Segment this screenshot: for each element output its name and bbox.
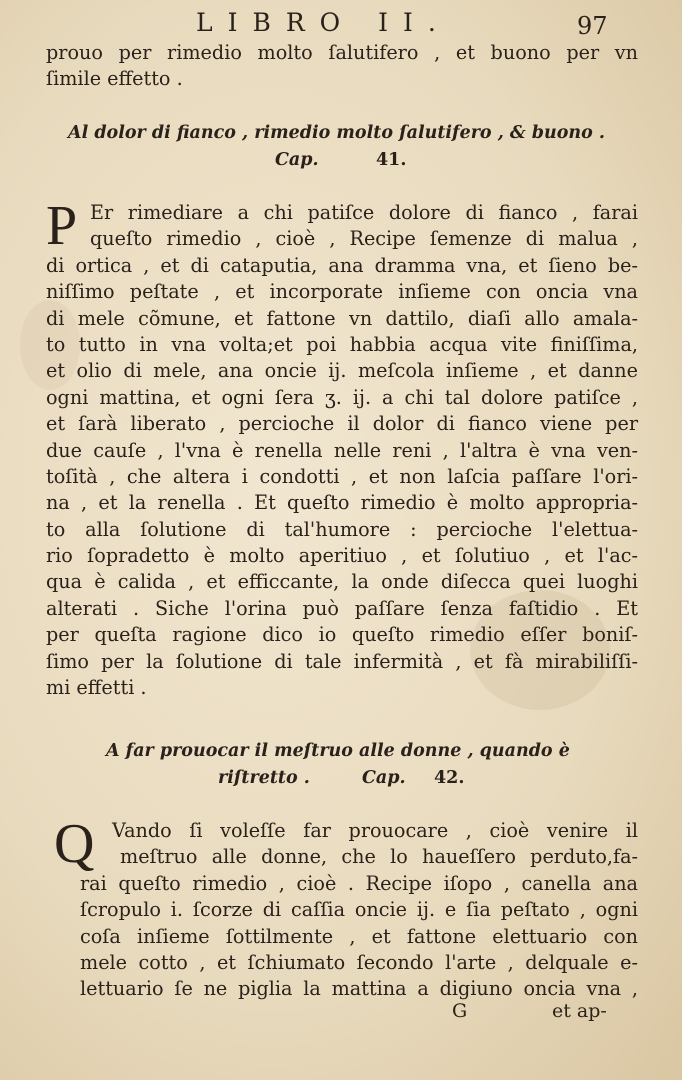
signature-mark: G	[452, 1000, 468, 1022]
text-line: di ortica , et di cataputia, ana dramma vna, et ſieno be-	[46, 253, 638, 277]
page-number: 97	[577, 12, 608, 40]
chapter-41-number: 41.	[376, 150, 407, 170]
chapter-41-heading: Al dolor di fianco , rimedio molto ſalutifero , & buono .	[68, 123, 605, 143]
catchword: et ap-	[552, 1000, 607, 1022]
chapter-42-body	[46, 813, 638, 1003]
text-line: qua è calida , et efficcante, la onde diſecca quei luoghi	[46, 570, 638, 594]
text-line: rai queſto rimedio , cioè . Recipe iſopo , canella ana	[80, 871, 638, 895]
intro-paragraph	[46, 40, 638, 93]
text-line: et ſarà liberato , percioche il dolor di fianco viene per	[46, 412, 638, 436]
drop-cap-q: Q	[54, 813, 95, 875]
text-line: ogni mattina, et ogni ſera ʒ. ij. a chi tal dolore patiſce ,	[46, 385, 638, 409]
chapter-42-heading-cont: riſtretto .	[218, 768, 310, 788]
text-line: alterati . Siche l'orina può paſſare ſenza faſtidio . Et	[46, 596, 638, 620]
text-line: Er rimediare a chi patiſce dolore di fianco , farai	[90, 201, 638, 224]
text-line: coſa inſieme ſottilmente , et fattone elettuario con	[80, 924, 638, 948]
text-line: rio ſopradetto è molto aperitiuo , et ſolutiuo , et l'ac-	[46, 544, 638, 568]
text-line: to alla ſolutione di tal'humore : percioche l'elettua-	[46, 517, 638, 541]
text-line: lettuario ſe ne piglia la mattina a digiuno oncia vna ,	[80, 977, 638, 1001]
text-line: to tutto in vna volta;et poi habbia acqua vite finiſſima,	[46, 332, 638, 356]
text-line: toſità , che altera i condotti , et non laſcia paſſare l'ori-	[46, 464, 638, 488]
text-line: na , et la renella . Et queſto rimedio è molto appropria-	[46, 491, 638, 515]
text-line: ſimo per la ſolutione di tale infermità , et fà mirabiliſſi-	[46, 649, 638, 673]
text-line: Vando ſi voleſſe far prouocare , cioè venire il	[112, 819, 638, 842]
text-line: prouo per rimedio molto ſalutifero , et buono per vn	[46, 41, 638, 64]
text-line: di mele cõmune, et fattone vn dattilo, diaſi allo amala-	[46, 306, 638, 330]
chapter-41-body	[46, 195, 638, 701]
text-line: meſtruo alle donne, che lo haueſſero perduto,fa-	[120, 845, 638, 869]
running-title: LIBRO II.	[196, 8, 451, 37]
chapter-42-heading: A far prouocar il meſtruo alle donne , quando è	[106, 741, 570, 761]
text-line: et olio di mele, ana oncie ij. meſcola inſieme , et danne	[46, 359, 638, 383]
chapter-42-number: 42.	[434, 768, 465, 788]
text-line: per queſta ragione dico io queſto rimedio eſſer boniſ-	[46, 623, 638, 647]
text-line: niſſimo peſtate , et incorporate inſieme con oncia vna	[46, 280, 638, 304]
text-line: queſto rimedio , cioè , Recipe ſemenze di malua ,	[90, 227, 638, 251]
text-line: due cauſe , l'vna è renella nelle reni , l'altra è vna ven-	[46, 438, 638, 462]
text-line: ſimile effetto .	[46, 67, 183, 91]
chapter-41-cap-label: Cap.	[275, 150, 319, 170]
text-line: mi effetti .	[46, 676, 147, 700]
page-header	[0, 6, 682, 40]
chapter-42-cap-label: Cap.	[362, 768, 406, 788]
text-line: ſcropulo i. ſcorze di caſſia oncie ij. e ſia peſtato , ogni	[80, 898, 638, 922]
text-line: mele cotto , et ſchiumato ſecondo l'arte , delquale e-	[80, 950, 638, 974]
drop-cap-p: P	[46, 195, 78, 257]
